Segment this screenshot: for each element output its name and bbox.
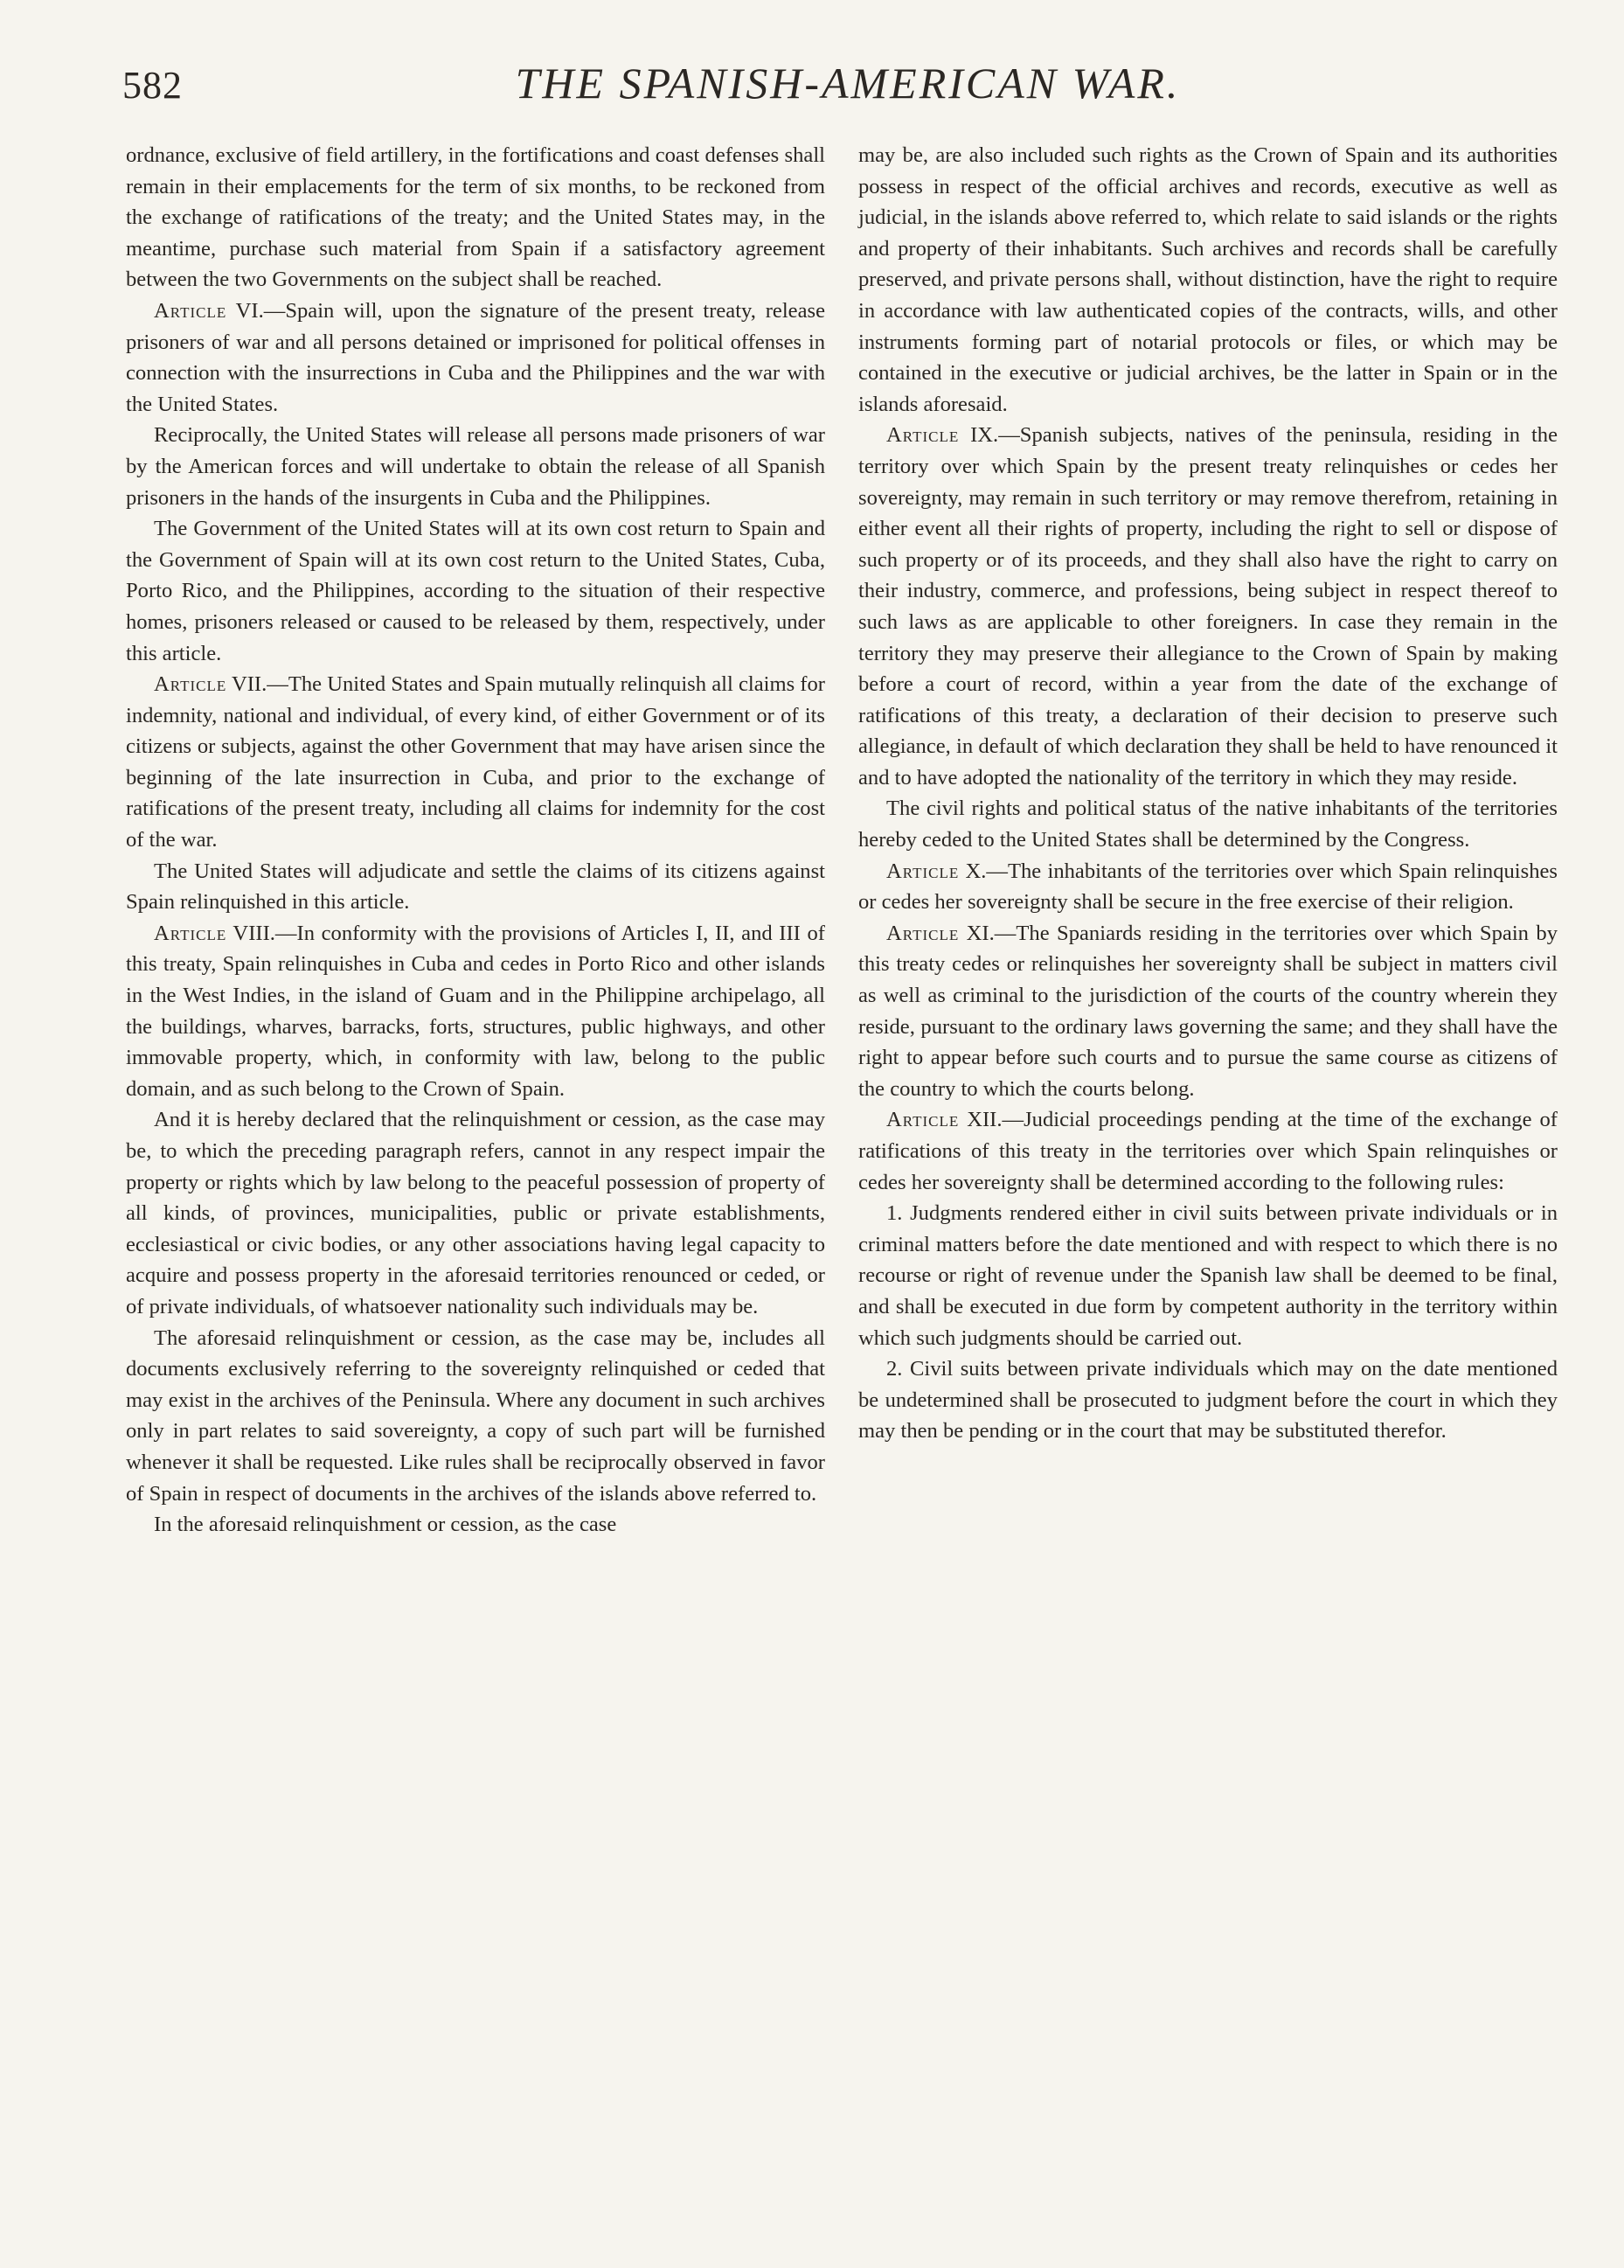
left-column-paragraph bbox=[126, 1509, 825, 1541]
right-column-paragraph bbox=[858, 140, 1558, 420]
right-column-paragraph bbox=[858, 1353, 1558, 1447]
paragraph-text: IX.—Spanish subjects, natives of the peninsula, residing in the territory over which Spain by the present treaty relinquishes or cedes her sovereignty, may remain in such territory or may remove therefrom, retaining in either event all their rights of property, including the right to sell or dispose of such property or of its proceeds, and they shall also have the right to carry on their industry, commerce, and professions, being subject in respect thereof to such laws as are applicable to other foreigners. In case they remain in the territory they may preserve their allegiance to the Crown of Spain by making before a court of record, within a year from the date of the exchange of ratifications of this treaty, a declaration of their decision to preserve such allegiance, in default of which declaration they shall be held to have renounced it and to have adopted the nationality of the territory in which they may reside. bbox=[858, 423, 1558, 790]
article-label: Article bbox=[154, 298, 227, 323]
left-column-paragraph bbox=[126, 296, 825, 420]
paragraph-text: The United States will adjudicate and settle the claims of its citizens against Spain relinquished in this article. bbox=[126, 859, 825, 915]
paragraph-text: Reciprocally, the United States will release all persons made prisoners of war by the American forces and will undertake to obtain the release of all Spanish prisoners in the hands of the insurgents in Cuba and the Philippines. bbox=[126, 423, 825, 510]
left-column-paragraph bbox=[126, 420, 825, 513]
left-column-paragraph bbox=[126, 669, 825, 856]
text-columns bbox=[122, 140, 1573, 2238]
paragraph-text: 2. Civil suits between private individuals which may on the date mentioned be undetermined shall be prosecuted to judgment before the court in which they may then be pending or in the court that may be substituted therefor. bbox=[858, 1357, 1558, 1444]
left-column-paragraph bbox=[126, 140, 825, 296]
left-column-paragraph bbox=[126, 918, 825, 1105]
running-title: THE SPANISH-AMERICAN WAR. bbox=[515, 59, 1181, 108]
left-column-paragraph bbox=[126, 513, 825, 669]
paragraph-text: XII.—Judicial proceedings pending at the time of the exchange of ratifications of this treaty in the territories over which Spain relinquishes or cedes her sovereignty shall be determined according to the following rules: bbox=[858, 1108, 1558, 1194]
left-column-paragraph bbox=[126, 856, 825, 918]
paragraph-text: In the aforesaid relinquishment or cession, as the case bbox=[154, 1513, 617, 1537]
paragraph-text: may be, are also included such rights as the Crown of Spain and its authorities possess in respect of the official archives and records, executive as well as judicial, in the islands above referred to, which relate to said islands or the rights and property of their inhabitants. Such archives and records shall be carefully preserved, and private persons shall, without distinction, have the right to require in accordance with law authenticated copies of the contracts, wills, and other instruments forming part of notarial protocols or files, or which may be contained in the executive or judicial archives, be the latter in Spain or in the islands aforesaid. bbox=[858, 143, 1558, 416]
article-label: Article bbox=[886, 423, 960, 448]
right-column-paragraph bbox=[858, 1198, 1558, 1353]
page-number: 582 bbox=[122, 64, 183, 107]
right-column-paragraph bbox=[858, 420, 1558, 793]
paragraph-text: XI.—The Spaniards residing in the territories over which Spain by this treaty cedes or relinquishes her sovereignty shall be subject in matters civil as well as criminal to the jurisdiction of the courts of the country wherein they reside, pursuant to the ordinary laws governing the same; and they shall have the right to appear before such courts and to pursue the same course as citizens of the country to which the courts belong. bbox=[858, 921, 1558, 1101]
right-column bbox=[858, 140, 1558, 1447]
article-label: Article bbox=[886, 921, 960, 945]
paragraph-text: 1. Judgments rendered either in civil suits between private individuals or in criminal matters before the date mentioned and with respect to which there is no recourse or right of revenue under the Spanish law shall be deemed to be final, and shall be executed in due form by competent authority in the territory within which such judgments should be carried out. bbox=[858, 1201, 1558, 1350]
left-column bbox=[126, 140, 825, 1541]
article-label: Article bbox=[154, 672, 227, 697]
paragraph-text: VII.—The United States and Spain mutually relinquish all claims for indemnity, national and individual, of every kind, of either Government or of its citizens or subjects, against the other Government that may have arisen since the beginning of the late insurrection in Cuba, and prior to the exchange of ratifications of the present treaty, including all claims for indemnity for the cost of the war. bbox=[126, 672, 825, 852]
paragraph-text: And it is hereby declared that the relinquishment or cession, as the case may be, to which the preceding paragraph refers, cannot in any respect impair the property or rights which by law belong to the peaceful possession of property of all kinds, of provinces, municipalities, public or private establishments, ecclesiastical or civic bodies, or any other associations having legal capacity to acquire and possess property in the aforesaid territories renounced or ceded, or of private individuals, of whatsoever nationality such individuals may be. bbox=[126, 1108, 825, 1318]
article-label: Article bbox=[886, 859, 960, 883]
paragraph-text: The aforesaid relinquishment or cession, as the case may be, includes all documents exclusively referring to the sovereignty relinquished or ceded that may exist in the archives of the Peninsula. Where any document in such archives only in part relates to said sovereignty, a copy of such part will be furnished whenever it shall be requested. Like rules shall be reciprocally observed in favor of Spain in respect of documents in the archives of the islands above referred to. bbox=[126, 1325, 825, 1506]
right-column-paragraph bbox=[858, 793, 1558, 855]
right-column-paragraph bbox=[858, 1104, 1558, 1198]
paragraph-text: VI.—Spain will, upon the signature of the present treaty, release prisoners of war and all persons detained or imprisoned for political offenses in connection with the insurrections in Cuba and the Philippines and the war with the United States. bbox=[126, 298, 825, 416]
page-header bbox=[122, 54, 1573, 115]
left-column-paragraph bbox=[126, 1323, 825, 1510]
paragraph-text: ordnance, exclusive of field artillery, in the fortifications and coast defenses shall remain in their emplacements for the term of six months, to be reckoned from the exchange of ratifications of the treaty; and the United States may, in the meantime, purchase such material from Spain if a satisfactory agreement between the two Governments on the subject shall be reached. bbox=[126, 143, 825, 292]
paragraph-text: The Government of the United States will at its own cost return to Spain and the Government of Spain will at its own cost return to the United States, Cuba, Porto Rico, and the Philippines, according to the situation of their respective homes, prisoners released or caused to be released by them, respectively, under this article. bbox=[126, 517, 825, 665]
right-column-paragraph bbox=[858, 856, 1558, 918]
paragraph-text: VIII.—In conformity with the provisions of Articles I, II, and III of this treaty, Spain relinquishes in Cuba and cedes in Porto Rico and other islands in the West Indies, in the island of Guam and in the Philippine archipelago, all the buildings, wharves, barracks, forts, structures, public highways, and other immovable property, which, in conformity with law, belong to the public domain, and as such belong to the Crown of Spain. bbox=[126, 921, 825, 1101]
article-label: Article bbox=[886, 1108, 960, 1132]
article-label: Article bbox=[154, 921, 227, 945]
right-column-paragraph bbox=[858, 918, 1558, 1105]
left-column-paragraph bbox=[126, 1104, 825, 1322]
paragraph-text: The civil rights and political status of the native inhabitants of the territories hereby ceded to the United States shall be determined by the Congress. bbox=[858, 797, 1558, 852]
paragraph-text: X.—The inhabitants of the territories over which Spain relinquishes or cedes her sovereignty shall be secure in the free exercise of their religion. bbox=[858, 859, 1558, 915]
